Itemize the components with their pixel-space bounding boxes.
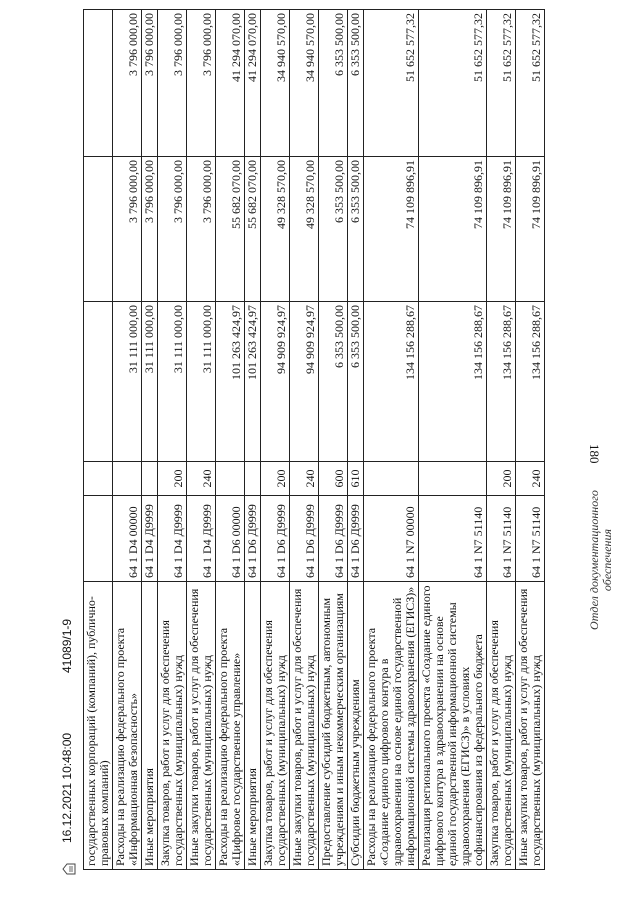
table-row — [245, 10, 261, 870]
row-value-2-cell: 55 682 070,00 — [216, 157, 245, 302]
row-value-1-cell: 134 156 288,67 — [419, 302, 487, 462]
row-code-cell — [84, 496, 113, 582]
row-value-2-cell: 6 353 500,00 — [319, 157, 348, 302]
row-value-1-cell: 134 156 288,67 — [364, 302, 419, 462]
row-value-3-cell: 6 353 500,00 — [319, 10, 348, 157]
table-row — [487, 10, 516, 870]
table-row — [84, 10, 113, 870]
row-value-1-cell: 31 111 000,00 — [158, 302, 187, 462]
footer-doc-number: 41089/1-9 — [60, 618, 74, 673]
row-name-cell: Иные закупки товаров, работ и услуг для обеспечения государственных (муниципальных) нужд — [290, 582, 319, 870]
row-value-3-cell: 3 796 000,00 — [187, 10, 216, 157]
row-value-1-cell: 134 156 288,67 — [516, 302, 545, 462]
row-expense-type-cell: 600 — [319, 462, 348, 496]
row-value-1-cell: 94 909 924,97 — [290, 302, 319, 462]
row-value-1-cell: 94 909 924,97 — [261, 302, 290, 462]
row-value-1-cell — [84, 302, 113, 462]
rotated-table-frame — [83, 10, 573, 870]
row-value-3-cell: 3 796 000,00 — [142, 10, 158, 157]
row-code-cell: 64 1 D6 00000 — [216, 496, 245, 582]
row-value-2-cell: 3 796 000,00 — [158, 157, 187, 302]
row-name-cell: Реализация регионального проекта «Создание единого цифрового контура в здравоохранении на основе единой государственной информационной системы здравоохранения (ЕГИСЗ)» в условиях софинансирования из федерального бюджета — [419, 582, 487, 870]
row-value-2-cell: 49 328 570,00 — [261, 157, 290, 302]
row-code-cell: 64 1 D4 Д9999 — [142, 496, 158, 582]
row-expense-type-cell — [245, 462, 261, 496]
row-name-cell: Иные мероприятия — [245, 582, 261, 870]
row-expense-type-cell — [142, 462, 158, 496]
row-value-3-cell: 34 940 570,00 — [290, 10, 319, 157]
seal-icon — [62, 863, 76, 875]
row-value-2-cell: 3 796 000,00 — [187, 157, 216, 302]
row-name-cell: государственных корпораций (компаний), публично-правовых компаний) — [84, 582, 113, 870]
row-expense-type-cell — [113, 462, 142, 496]
row-value-3-cell: 51 652 577,32 — [516, 10, 545, 157]
row-expense-type-cell: 200 — [487, 462, 516, 496]
footer-row — [58, 45, 78, 905]
table-row — [261, 10, 290, 870]
row-name-cell: Иные закупки товаров, работ и услуг для обеспечения государственных (муниципальных) нужд — [187, 582, 216, 870]
table-row — [113, 10, 142, 870]
row-value-2-cell: 74 109 896,91 — [487, 157, 516, 302]
row-value-3-cell: 6 353 500,00 — [348, 10, 364, 157]
budget-table — [83, 9, 545, 870]
row-name-cell: Закупка товаров, работ и услуг для обеспечения государственных (муниципальных) нужд — [487, 582, 516, 870]
row-value-3-cell: 51 652 577,32 — [487, 10, 516, 157]
row-expense-type-cell — [364, 462, 419, 496]
row-value-2-cell: 49 328 570,00 — [290, 157, 319, 302]
row-value-1-cell: 101 263 424,97 — [216, 302, 245, 462]
stamp-line-2: обеспечения — [600, 528, 614, 592]
row-code-cell: 64 1 D6 Д9999 — [319, 496, 348, 582]
footer-date: 16.12.2021 10:48:00 — [60, 732, 74, 843]
table-row — [142, 10, 158, 870]
row-code-cell: 64 1 N7 51140 — [516, 496, 545, 582]
row-value-3-cell: 34 940 570,00 — [261, 10, 290, 157]
row-name-cell: Субсидии бюджетным учреждениям — [348, 582, 364, 870]
row-name-cell: Расходы на реализацию федерального проекта «Создание единого цифрового контура в здравоохранении на основе единой государственной информационной системы здравоохранения (ЕГИСЗ)» — [364, 582, 419, 870]
table-row — [319, 10, 348, 870]
row-name-cell: Иные мероприятия — [142, 582, 158, 870]
row-code-cell: 64 1 N7 00000 — [364, 496, 419, 582]
row-name-cell: Расходы на реализацию федерального проекта «Информационная безопасность» — [113, 582, 142, 870]
row-value-2-cell: 3 796 000,00 — [142, 157, 158, 302]
table-row — [364, 10, 419, 870]
row-code-cell: 64 1 D4 Д9999 — [158, 496, 187, 582]
row-value-1-cell: 31 111 000,00 — [142, 302, 158, 462]
table-row — [187, 10, 216, 870]
table-row — [216, 10, 245, 870]
row-expense-type-cell: 240 — [290, 462, 319, 496]
row-code-cell: 64 1 D6 Д9999 — [290, 496, 319, 582]
table-row — [290, 10, 319, 870]
row-value-3-cell: 51 652 577,32 — [419, 10, 487, 157]
row-name-cell: Иные закупки товаров, работ и услуг для обеспечения государственных (муниципальных) нужд — [516, 582, 545, 870]
row-value-1-cell: 6 353 500,00 — [348, 302, 364, 462]
footer — [34, 0, 80, 905]
row-value-1-cell: 134 156 288,67 — [487, 302, 516, 462]
row-value-3-cell: 3 796 000,00 — [158, 10, 187, 157]
row-value-3-cell: 51 652 577,32 — [364, 10, 419, 157]
table-row — [348, 10, 364, 870]
row-expense-type-cell: 240 — [187, 462, 216, 496]
department-stamp — [588, 460, 628, 660]
row-name-cell: Предоставление субсидий бюджетным, автономным учреждениям и иным некоммерческим организациям — [319, 582, 348, 870]
row-expense-type-cell: 200 — [261, 462, 290, 496]
row-expense-type-cell — [216, 462, 245, 496]
row-name-cell: Закупка товаров, работ и услуг для обеспечения государственных (муниципальных) нужд — [261, 582, 290, 870]
row-value-1-cell: 31 111 000,00 — [113, 302, 142, 462]
row-value-1-cell: 101 263 424,97 — [245, 302, 261, 462]
row-value-2-cell: 55 682 070,00 — [245, 157, 261, 302]
row-value-3-cell: 41 294 070,00 — [245, 10, 261, 157]
page-number-text: 180 — [587, 444, 602, 464]
table-row — [419, 10, 487, 870]
row-code-cell: 64 1 D4 00000 — [113, 496, 142, 582]
table-row — [158, 10, 187, 870]
row-value-3-cell — [84, 10, 113, 157]
table-row — [516, 10, 545, 870]
row-value-1-cell: 31 111 000,00 — [187, 302, 216, 462]
row-expense-type-cell: 200 — [158, 462, 187, 496]
row-value-2-cell: 74 109 896,91 — [516, 157, 545, 302]
row-value-2-cell: 74 109 896,91 — [419, 157, 487, 302]
row-expense-type-cell: 240 — [516, 462, 545, 496]
row-code-cell: 64 1 D6 Д9999 — [348, 496, 364, 582]
row-code-cell: 64 1 D4 Д9999 — [187, 496, 216, 582]
row-value-2-cell: 74 109 896,91 — [364, 157, 419, 302]
row-code-cell: 64 1 N7 51140 — [419, 496, 487, 582]
row-expense-type-cell — [84, 462, 113, 496]
row-value-2-cell — [84, 157, 113, 302]
row-name-cell: Закупка товаров, работ и услуг для обеспечения государственных (муниципальных) нужд — [158, 582, 187, 870]
stamp-line-1: Отдел документационного — [587, 490, 601, 630]
row-value-2-cell: 6 353 500,00 — [348, 157, 364, 302]
row-expense-type-cell: 610 — [348, 462, 364, 496]
row-value-3-cell: 41 294 070,00 — [216, 10, 245, 157]
row-code-cell: 64 1 D6 Д9999 — [245, 496, 261, 582]
row-code-cell: 64 1 D6 Д9999 — [261, 496, 290, 582]
row-value-2-cell: 3 796 000,00 — [113, 157, 142, 302]
row-expense-type-cell — [419, 462, 487, 496]
row-name-cell: Расходы на реализацию федерального проекта «Цифровое государственное управление» — [216, 582, 245, 870]
table-body — [84, 10, 545, 870]
row-value-1-cell: 6 353 500,00 — [319, 302, 348, 462]
row-code-cell: 64 1 N7 51140 — [487, 496, 516, 582]
row-value-3-cell: 3 796 000,00 — [113, 10, 142, 157]
